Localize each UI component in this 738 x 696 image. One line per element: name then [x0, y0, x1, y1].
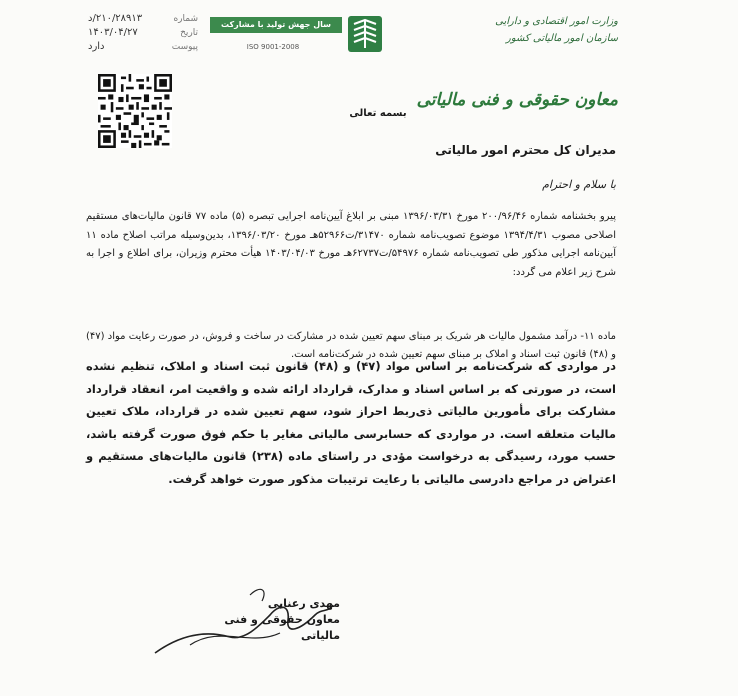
attachment-value: دارد: [88, 41, 105, 52]
letter-date: ۱۴۰۳/۰۴/۲۷: [88, 27, 138, 38]
article-bold-text: در مواردی که شرکت‌نامه بر اساس مواد (۴۷) و (۴۸) قانون ثبت اسناد و املاک، تنظیم نشده است، در صورتی که بر اساس اسناد و مدارک، قرارداد ارائه شده و واقعیت امر، انعقاد قرارداد مشارکت برای مأمورین مالیاتی ذی‌ربط احراز شود، سهم تعیین شده در قرارداد، ملاک تعیین مالیات متعلقه است. در مواردی که حسابرسی مالیاتی مغایر با حکم فوق صورت گرفته باشد، حسب مورد، رسیدگی به درخواست مؤدی در راستای ماده (۲۳۸) قانون مالیات‌های مستقیم و اعتراض در مراجع دادرسی مالیاتی با رعایت ترتیبات مذکور صورت خواهد گرفت.: [86, 359, 616, 486]
tax-organization-emblem-icon: [346, 14, 384, 54]
addressee: مدیران کل محترم امور مالیاتی: [435, 143, 616, 157]
bismillah: بسمه تعالی: [349, 108, 407, 119]
greeting: با سلام و احترام: [542, 178, 616, 191]
signatory-name: مهدی رعنایی: [267, 597, 340, 610]
article-text: ماده ۱۱- درآمد مشمول مالیات هر شریک بر مبنای سهم تعیین شده در مشارکت در ساخت و فروش، در صورت رعایت مواد (۴۷) و (۴۸) قانون ثبت اسناد و املاک بر مبنای سهم تعیین شده در شرکت‌نامه است.: [86, 331, 616, 360]
letter-meta: [88, 12, 198, 54]
attachment-label: پیوست: [171, 42, 198, 52]
number-label: شماره: [173, 14, 198, 24]
letter-number: ۲۱۰/۲۸۹۱۳/د: [88, 13, 143, 24]
iso-label: ISO 9001-2008: [246, 43, 300, 51]
date-label: تاریخ: [180, 28, 198, 38]
organization-name: سازمان امور مالیاتی کشور: [506, 33, 618, 44]
signatory-block: [200, 596, 340, 644]
ministry-name: وزارت امور اقتصادی و دارایی: [495, 16, 618, 27]
year-slogan-banner: سال جهش تولید با مشارکت مردم: [210, 17, 342, 33]
ministry-block: [418, 13, 618, 47]
deputy-heading: معاون حقوقی و فنی مالیاتی: [416, 90, 618, 110]
signatory-title: معاون حقوقی و فنی مالیاتی: [224, 613, 340, 642]
qr-code-icon: [98, 74, 172, 148]
intro-paragraph: پیرو بخشنامه شماره ۲۰۰/۹۶/۴۶ مورخ ۱۳۹۶/۰۳/۳۱ مبنی بر ابلاغ آیین‌نامه اجرایی تبصره (۵) ماده ۷۷ قانون مالیات‌های مستقیم اصلاحی مصوب ۱۳۹۴/۴/۳۱ موضوع تصویب‌نامه شماره ۳۱۴۷۰/ت۵۲۹۶۶هـ مورخ ۱۳۹۶/۰۳/۲۰، بدین‌وسیله مراتب اصلاح ماده ۱۱ آیین‌نامه اجرایی مذکور طی تصویب‌نامه شماره ۵۴۹۷۶/ت۶۲۷۳۷هـ مورخ ۱۴۰۳/۰۴/۰۳ هیأت محترم وزیران، برای اطلاع و اجرا به شرح زیر اعلام می گردد:: [86, 211, 616, 278]
